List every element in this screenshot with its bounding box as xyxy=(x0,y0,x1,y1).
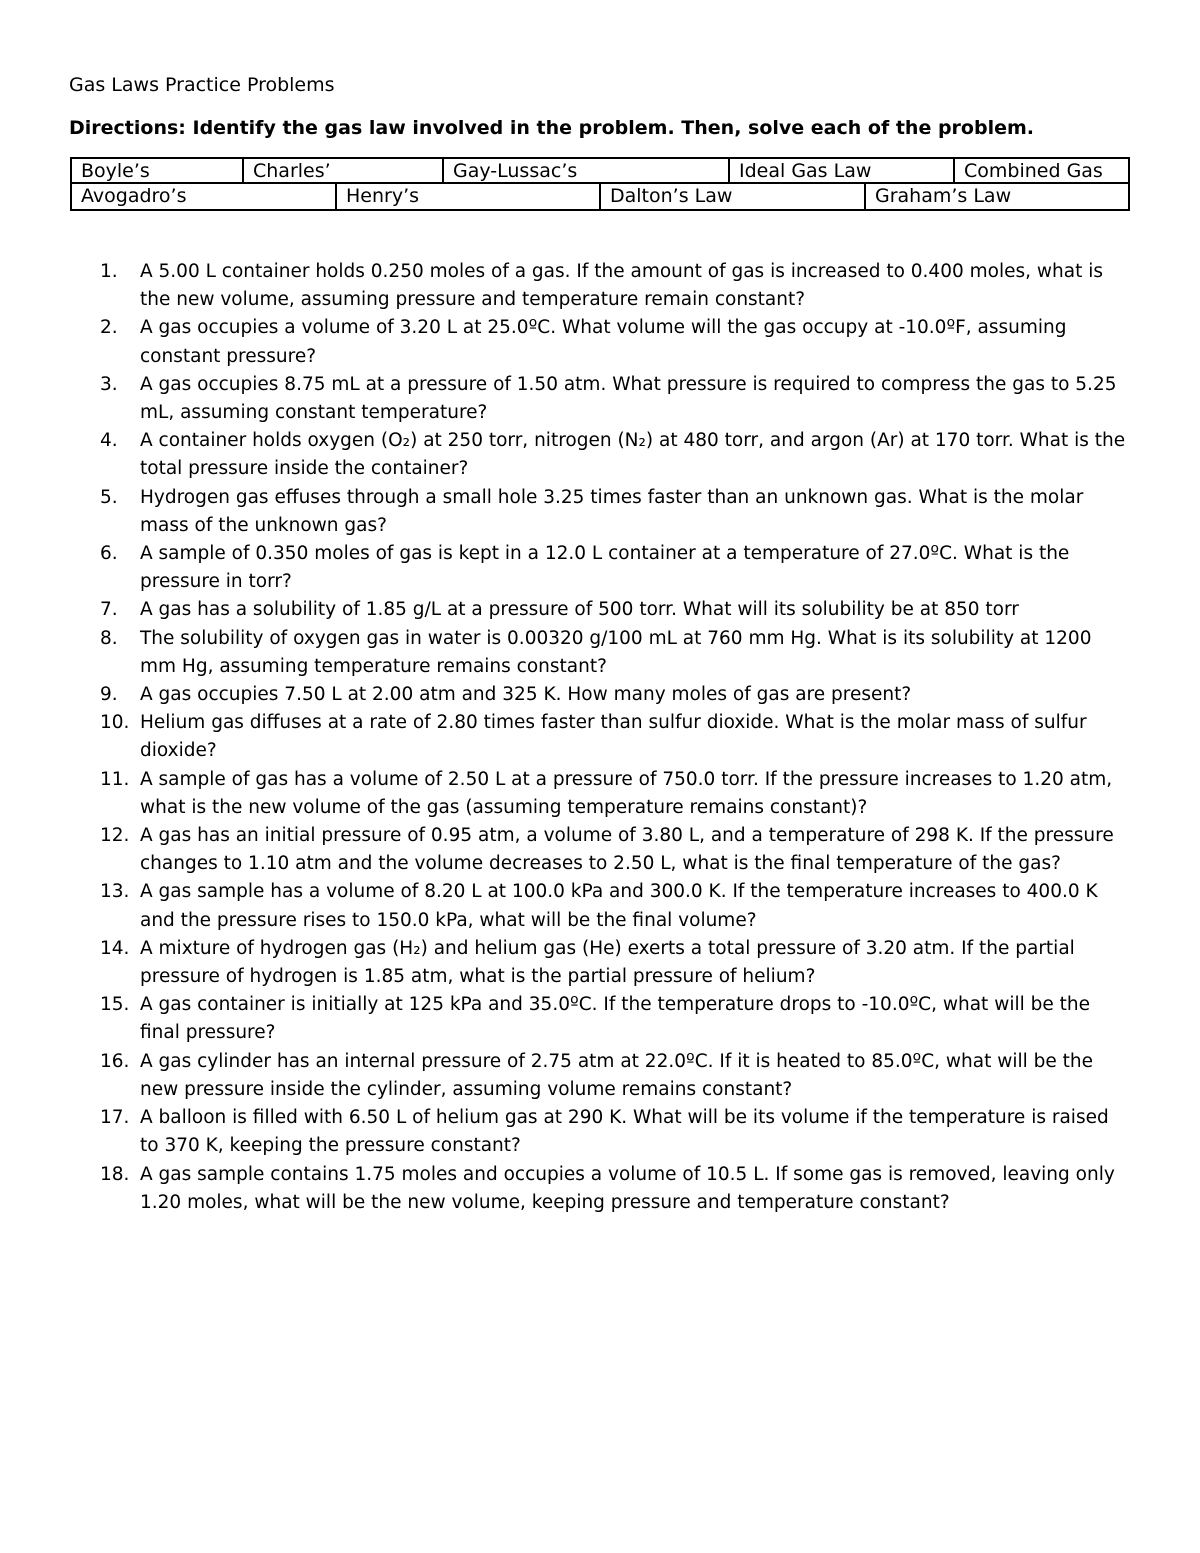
problem-item xyxy=(100,822,1130,878)
problem-number: 2. xyxy=(100,317,118,339)
problem-item xyxy=(100,540,1130,596)
problem-number: 17. xyxy=(100,1107,130,1129)
problem-item xyxy=(100,766,1130,822)
problem-text: Hydrogen gas effuses through a small hole 3.25 times faster than an unknown gas. What is the molar mass of the unknown gas? xyxy=(140,486,1084,536)
problem-number: 8. xyxy=(100,627,118,649)
problem-text: The solubility of oxygen gas in water is 0.00320 g/100 mL at 760 mm Hg. What is its solubility at 1200 mm Hg, assuming temperature remains constant? xyxy=(140,627,1092,677)
problem-list xyxy=(100,258,1130,1217)
problem-text: A container holds oxygen (O₂) at 250 torr, nitrogen (N₂) at 480 torr, and argon (Ar) at 170 torr. What is the total pressure inside the container? xyxy=(140,430,1126,480)
problem-text: A sample of gas has a volume of 2.50 L at a pressure of 750.0 torr. If the pressure increases to 1.20 atm, what is the new volume of the gas (assuming temperature remains constant)? xyxy=(140,768,1113,818)
problem-number: 6. xyxy=(100,543,118,565)
problem-text: A balloon is filled with 6.50 L of helium gas at 290 K. What will be its volume if the temperature is raised to 370 K, keeping the pressure constant? xyxy=(140,1107,1109,1157)
gas-law-cell: Graham’s Law xyxy=(864,184,1128,209)
problem-number: 9. xyxy=(100,684,118,706)
problem-item xyxy=(100,371,1130,427)
problem-item xyxy=(100,681,1130,709)
problem-item xyxy=(100,258,1130,314)
problem-number: 15. xyxy=(100,994,130,1016)
problem-number: 18. xyxy=(100,1163,130,1185)
problem-item xyxy=(100,1104,1130,1160)
gas-law-cell: Avogadro’s xyxy=(81,185,187,207)
gas-law-cell: Combined Gas xyxy=(953,159,1128,182)
problem-item xyxy=(100,1048,1130,1104)
gas-law-cell: Boyle’s xyxy=(81,160,150,182)
gas-law-cell: Dalton’s Law xyxy=(599,184,864,209)
problem-item xyxy=(100,935,1130,991)
problem-text: A gas occupies a volume of 3.20 L at 25.0ºC. What volume will the gas occupy at -10.0ºF, assuming constant pressure? xyxy=(140,317,1067,367)
problem-item xyxy=(100,427,1130,483)
gas-law-table xyxy=(70,157,1130,211)
problem-item xyxy=(100,596,1130,624)
problem-item xyxy=(100,484,1130,540)
problem-number: 5. xyxy=(100,486,118,508)
problem-number: 11. xyxy=(100,768,130,790)
gas-law-cell: Henry’s xyxy=(335,184,599,209)
problem-text: Helium gas diffuses at a rate of 2.80 times faster than sulfur dioxide. What is the molar mass of sulfur dioxide? xyxy=(140,712,1087,762)
problem-number: 13. xyxy=(100,881,130,903)
problem-item xyxy=(100,709,1130,765)
problem-text: A gas sample contains 1.75 moles and occupies a volume of 10.5 L. If some gas is removed, leaving only 1.20 moles, what will be the new volume, keeping pressure and temperature constant? xyxy=(140,1163,1115,1213)
problem-item xyxy=(100,878,1130,934)
page-title: Gas Laws Practice Problems xyxy=(69,74,335,96)
problem-item xyxy=(100,625,1130,681)
problem-number: 10. xyxy=(100,712,130,734)
problem-text: A gas cylinder has an internal pressure of 2.75 atm at 22.0ºC. If it is heated to 85.0ºC, what will be the new pressure inside the cylinder, assuming volume remains constant? xyxy=(140,1050,1094,1100)
problem-number: 7. xyxy=(100,599,118,621)
problem-item xyxy=(100,991,1130,1047)
problem-text: A mixture of hydrogen gas (H₂) and helium gas (He) exerts a total pressure of 3.20 atm. If the partial pressure of hydrogen is 1.85 atm, what is the partial pressure of helium? xyxy=(140,937,1075,988)
problem-text: A 5.00 L container holds 0.250 moles of a gas. If the amount of gas is increased to 0.400 moles, what is the new volume, assuming pressure and temperature remain constant? xyxy=(140,261,1103,311)
problem-number: 3. xyxy=(100,373,118,395)
problem-number: 16. xyxy=(100,1050,130,1072)
problem-text: A gas has a solubility of 1.85 g/L at a pressure of 500 torr. What will its solubility be at 850 torr xyxy=(140,599,1019,621)
problem-number: 4. xyxy=(100,430,118,452)
problem-text: A gas container is initially at 125 kPa and 35.0ºC. If the temperature drops to -10.0ºC, what will be the final pressure? xyxy=(140,994,1090,1044)
problem-item xyxy=(100,1161,1130,1217)
problem-text: A gas occupies 7.50 L at 2.00 atm and 325 K. How many moles of gas are present? xyxy=(140,684,912,706)
gas-law-cell: Charles’ xyxy=(242,159,442,182)
problem-text: A gas has an initial pressure of 0.95 atm, a volume of 3.80 L, and a temperature of 298 K. If the pressure changes to 1.10 atm and the volume decreases to 2.50 L, what is the final temperature of the gas? xyxy=(140,825,1114,875)
problem-item xyxy=(100,314,1130,370)
problem-text: A gas occupies 8.75 mL at a pressure of 1.50 atm. What pressure is required to compress the gas to 5.25 mL, assuming constant temperature? xyxy=(140,373,1117,424)
gas-law-row xyxy=(70,184,1130,211)
problem-number: 1. xyxy=(100,261,118,282)
gas-law-cell: Ideal Gas Law xyxy=(728,159,953,182)
problem-number: 12. xyxy=(100,825,130,847)
directions: Directions: Identify the gas law involved in the problem. Then, solve each of the problem. xyxy=(69,117,1034,139)
problem-number: 14. xyxy=(100,937,130,959)
gas-law-cell: Gay-Lussac’s xyxy=(442,159,728,182)
gas-law-row xyxy=(70,157,1130,184)
problem-text: A gas sample has a volume of 8.20 L at 100.0 kPa and 300.0 K. If the temperature increases to 400.0 K and the pressure rises to 150.0 kPa, what will be the final volume? xyxy=(140,881,1098,931)
problem-text: A sample of 0.350 moles of gas is kept in a 12.0 L container at a temperature of 27.0ºC. What is the pressure in torr? xyxy=(140,543,1070,593)
